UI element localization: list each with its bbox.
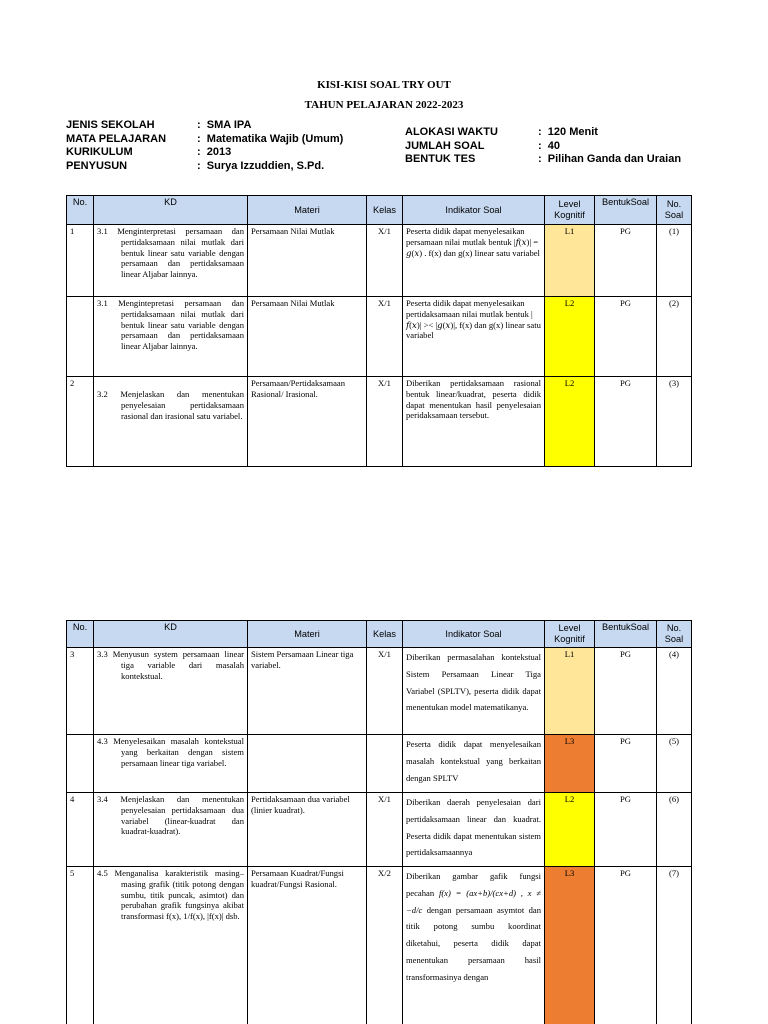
header-materi: Materi bbox=[248, 621, 367, 648]
indikator-text-b: dengan persamaan asymtot dan titik potong sumbu koordinat diketahui, peserta didik dapat menentukan persamaan hasil transformasinya dengan bbox=[406, 904, 541, 982]
cell-kelas: X/1 bbox=[367, 648, 403, 735]
cell-materi: Sistem Persamaan Linear tiga variabel. bbox=[248, 648, 367, 735]
kd-text: 3.1 Menginterpretasi persamaan dan pertidaksamaan nilai mutlak dari bentuk linear satu variable dengan persamaan dan pertidaksamaan linear Aljabar lainnya. bbox=[97, 226, 244, 280]
header-materi: Materi bbox=[248, 196, 367, 225]
cell-kelas: X/1 bbox=[367, 297, 403, 377]
header-indikator: Indikator Soal bbox=[403, 621, 545, 648]
cell-no-soal: (1) bbox=[657, 225, 692, 297]
cell-no: 5 bbox=[67, 867, 94, 1024]
header-level: Level Kognitif bbox=[545, 621, 595, 648]
header-no: No. bbox=[67, 196, 94, 225]
cell-level: L2 bbox=[545, 793, 595, 867]
meta-label: BENTUK TES bbox=[405, 153, 476, 165]
cell-kd bbox=[94, 225, 248, 297]
meta-value: : Pilihan Ganda dan Uraian bbox=[538, 153, 681, 167]
cell-no: 1 bbox=[67, 225, 94, 297]
meta-row-jumlah-soal bbox=[405, 140, 681, 154]
cell-level: L3 bbox=[545, 735, 595, 793]
cell-level: L2 bbox=[545, 377, 595, 467]
cell-kelas: X/1 bbox=[367, 793, 403, 867]
meta-row-kurikulum bbox=[66, 146, 343, 160]
header-no-soal: No. Soal bbox=[657, 621, 692, 648]
cell-kelas: X/2 bbox=[367, 867, 403, 1024]
header-indikator: Indikator Soal bbox=[403, 196, 545, 225]
document-subtitle: TAHUN PELAJARAN 2022-2023 bbox=[304, 99, 464, 111]
meta-row-bentuk-tes bbox=[405, 153, 681, 167]
table-row bbox=[67, 377, 692, 467]
meta-label: KURIKULUM bbox=[66, 146, 133, 158]
cell-indikator: Peserta didik dapat menyelesaikan masalah kontekstual yang berkaitan dengan SPLTV bbox=[403, 735, 545, 793]
meta-left bbox=[66, 119, 343, 173]
table-header-row bbox=[67, 196, 692, 225]
meta-label: ALOKASI WAKTU bbox=[405, 126, 498, 138]
document-title: KISI-KISI SOAL TRY OUT bbox=[317, 79, 451, 91]
kd-text: 4.3 Menyelesaikan masalah kontekstual yang berkaitan dengan sistem persamaan linear tiga variabel. bbox=[97, 736, 244, 768]
meta-value: : Surya Izzuddien, S.Pd. bbox=[197, 160, 324, 174]
meta-label: MATA PELAJARAN bbox=[66, 132, 167, 145]
header-no-soal: No. Soal bbox=[657, 196, 692, 225]
cell-no-soal: (4) bbox=[657, 648, 692, 735]
cell-no-soal: (6) bbox=[657, 793, 692, 867]
cell-no bbox=[67, 735, 94, 793]
cell-indikator: Peserta didik dapat menyelesaikan persamaan nilai mutlak bentuk |𝑓(𝑥)| = 𝑔(𝑥) . f(x) dan g(x) linear satu variabel bbox=[403, 225, 545, 297]
indikator-text-a: Diberikan gambar gafik fungsi pecahan bbox=[406, 871, 541, 898]
meta-row-penyusun bbox=[66, 160, 343, 174]
table-row bbox=[67, 735, 692, 793]
meta-row-jenis-sekolah bbox=[66, 119, 343, 133]
kd-text: 3.1 Mengintepretasi persamaan dan pertidaksamaan nilai mutlak dari bentuk linear satu variable dengan persamaan dan pertidaksamaan linear Aljabar lainnya. bbox=[97, 298, 244, 352]
cell-no-soal: (5) bbox=[657, 735, 692, 793]
cell-kd bbox=[94, 648, 248, 735]
cell-bentuk-soal: PG bbox=[595, 648, 657, 735]
meta-value: : 120 Menit bbox=[538, 126, 598, 140]
meta-value: : 2013 bbox=[197, 146, 231, 160]
table-row bbox=[67, 867, 692, 1024]
cell-bentuk-soal: PG bbox=[595, 867, 657, 1024]
meta-right bbox=[405, 126, 681, 167]
cell-indikator: Diberikan pertidaksamaan rasional bentuk linear/kuadrat, peserta didik dapat menentukan hasil penyelesaian peridaksamaan tersebut. bbox=[403, 377, 545, 467]
table-row bbox=[67, 793, 692, 867]
cell-materi: Persamaan Nilai Mutlak bbox=[248, 225, 367, 297]
cell-kelas: X/1 bbox=[367, 377, 403, 467]
cell-kd bbox=[94, 793, 248, 867]
kd-text: 3.4 Menjelaskan dan menentukan penyelesaian pertidaksamaan dua variabel (linear-kuadrat dan kuadrat-kuadrat). bbox=[97, 794, 244, 837]
cell-kelas: X/1 bbox=[367, 225, 403, 297]
meta-label: JUMLAH SOAL bbox=[405, 139, 485, 152]
header-kd: KD bbox=[94, 196, 248, 225]
cell-materi: Pertidaksamaan dua variabel (linier kuadrat). bbox=[248, 793, 367, 867]
meta-value: : SMA IPA bbox=[197, 119, 251, 133]
cell-materi: Persamaan Nilai Mutlak bbox=[248, 297, 367, 377]
kd-text: 4.5 Menganalisa karakteristik masing–masing grafik (titik potong dengan sumbu, titik puncak, asimtot) dan perubahan grafik fungsinya akibat transformasi f(x), 1/f(x), |f(x)| dsb. bbox=[97, 868, 244, 922]
meta-value: : Matematika Wajib (Umum) bbox=[197, 133, 343, 147]
cell-kd bbox=[94, 297, 248, 377]
header-kd: KD bbox=[94, 621, 248, 648]
cell-level: L3 bbox=[545, 867, 595, 1024]
header-no: No. bbox=[67, 621, 94, 648]
cell-kelas bbox=[367, 735, 403, 793]
cell-no: 3 bbox=[67, 648, 94, 735]
cell-kd bbox=[94, 735, 248, 793]
table-row bbox=[67, 225, 692, 297]
cell-no-soal: (7) bbox=[657, 867, 692, 1024]
cell-indikator: Diberikan daerah penyelesaian dari pertidaksamaan linear dan kuadrat. Peserta didik dapat menentukan sistem pertidaksamaannya bbox=[403, 793, 545, 867]
cell-kd bbox=[94, 867, 248, 1024]
cell-no-soal: (3) bbox=[657, 377, 692, 467]
cell-materi: Persamaan Kuadrat/Fungsi kuadrat/Fungsi Rasional. bbox=[248, 867, 367, 1024]
meta-row-alokasi-waktu bbox=[405, 126, 681, 140]
kisi-table-2 bbox=[66, 620, 692, 1024]
cell-no-soal: (2) bbox=[657, 297, 692, 377]
cell-indikator: Peserta didik dapat menyelesaikan pertidaksamaan nilai mutlak bentuk |𝑓(𝑥)| >< |𝑔(𝑥)|, f(x) dan g(x) linear satu variabel bbox=[403, 297, 545, 377]
cell-materi bbox=[248, 735, 367, 793]
meta-row-mata-pelajaran bbox=[66, 133, 343, 147]
header-level: Level Kognitif bbox=[545, 196, 595, 225]
header-bentuk-soal: BentukSoal bbox=[595, 196, 657, 225]
kd-text: 3.3 Menyusun system persamaan linear tiga variable dari masalah kontekstual. bbox=[97, 649, 244, 681]
cell-indikator: Diberikan permasalahan kontekstual Sistem Persamaan Linear Tiga Variabel (SPLTV), peserta didik dapat menentukan model matematikanya. bbox=[403, 648, 545, 735]
fraction-formula: f(x) = (ax+b)/(cx+d) , x ≠ −d/c bbox=[406, 887, 541, 915]
header-kelas: Kelas bbox=[367, 196, 403, 225]
cell-bentuk-soal: PG bbox=[595, 297, 657, 377]
table-row bbox=[67, 297, 692, 377]
cell-bentuk-soal: PG bbox=[595, 377, 657, 467]
cell-no: 2 bbox=[67, 377, 94, 467]
cell-indikator bbox=[403, 867, 545, 1024]
table-row bbox=[67, 648, 692, 735]
header-bentuk-soal: BentukSoal bbox=[595, 621, 657, 648]
cell-no bbox=[67, 297, 94, 377]
cell-level: L1 bbox=[545, 648, 595, 735]
cell-bentuk-soal: PG bbox=[595, 735, 657, 793]
cell-level: L1 bbox=[545, 225, 595, 297]
cell-kd bbox=[94, 377, 248, 467]
meta-label: JENIS SEKOLAH bbox=[66, 119, 155, 131]
kd-text: 3.2 Menjelaskan dan menentukan penyelesaian pertidaksamaan rasional dan irasional satu variabel. bbox=[97, 389, 244, 421]
kisi-table-1 bbox=[66, 195, 692, 467]
table-header-row bbox=[67, 621, 692, 648]
meta-value: : 40 bbox=[538, 140, 560, 154]
cell-no: 4 bbox=[67, 793, 94, 867]
meta-label: PENYUSUN bbox=[66, 159, 128, 172]
cell-level: L2 bbox=[545, 297, 595, 377]
cell-materi: Persamaan/Pertidaksamaan Rasional/ Irasional. bbox=[248, 377, 367, 467]
cell-bentuk-soal: PG bbox=[595, 793, 657, 867]
cell-bentuk-soal: PG bbox=[595, 225, 657, 297]
header-kelas: Kelas bbox=[367, 621, 403, 648]
